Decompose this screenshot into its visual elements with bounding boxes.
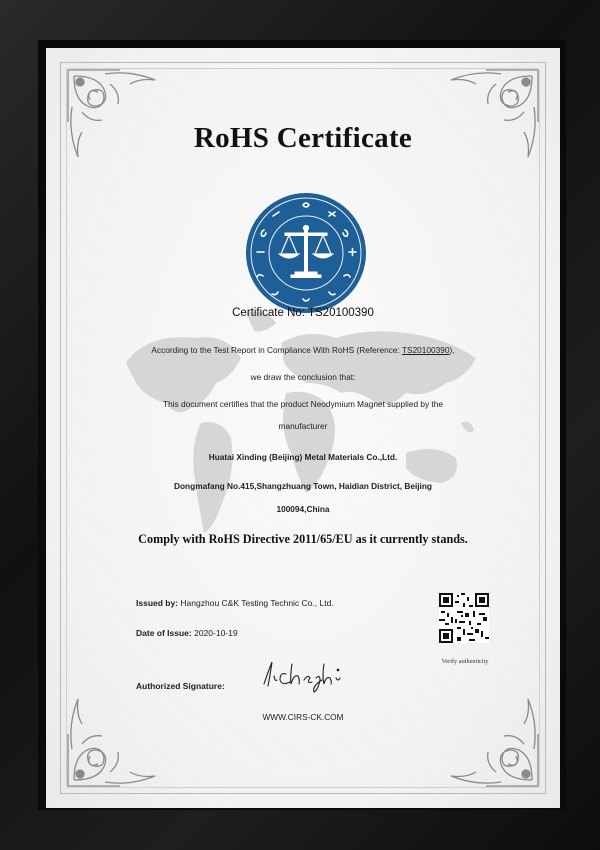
certificate-number-line (46, 307, 560, 319)
reference-suffix: ), (449, 345, 455, 355)
issued-by-label: Issued by: (136, 598, 179, 608)
verify-authenticity[interactable]: Verify authenticity (441, 658, 489, 665)
reference-prefix: According to the Test Report in Compliance With RoHS (Reference: (151, 345, 402, 355)
date-of-issue-value: 2020-10-19 (194, 628, 238, 638)
corner-ornament-top-right (436, 62, 546, 172)
compliance-statement: Comply with RoHS Directive 2011/65/EU as it currently stands. (138, 532, 468, 546)
product-line: This document certifies that the product Neodymium Magnet supplied by the (163, 399, 443, 409)
manufacturer-name: Huatai Xinding (Beijing) Metal Materials Co.,Ltd. (208, 452, 398, 462)
scales-of-justice-zodiac-icon (245, 192, 367, 314)
reference-line (46, 345, 560, 355)
world-map-watermark (106, 303, 506, 563)
conclusion-line: we draw the conclusion that: (250, 372, 356, 382)
website-link[interactable]: WWW.CIRS-CK.COM (262, 712, 344, 722)
date-of-issue-label: Date of Issue: (136, 628, 192, 638)
certificate-title: RoHS Certificate (193, 122, 413, 154)
issued-by-line (136, 598, 334, 608)
issued-by-value: Hangzhou C&K Testing Technic Co., Ltd. (180, 598, 334, 608)
corner-ornament-bottom-left (60, 684, 170, 794)
certificate-paper (46, 48, 560, 808)
address-line-1: Dongmafang No.415,Shangzhuang Town, Haidian District, Beijing (174, 481, 432, 491)
certificate-number: TS20100390 (307, 307, 374, 319)
signature-line (136, 681, 225, 691)
handwritten-signature (258, 654, 348, 694)
qr-code-icon[interactable] (439, 593, 489, 643)
manufacturer-label-line: manufacturer (278, 421, 328, 431)
address-line-2: 100094,China (276, 504, 330, 514)
corner-ornament-top-left (60, 62, 170, 172)
date-of-issue-line (136, 628, 238, 638)
certificate-number-label: Certificate No: (232, 307, 305, 319)
corner-ornament-bottom-right (436, 684, 546, 794)
signature-label: Authorized Signature: (136, 681, 225, 691)
reference-number: TS20100390 (401, 345, 450, 355)
